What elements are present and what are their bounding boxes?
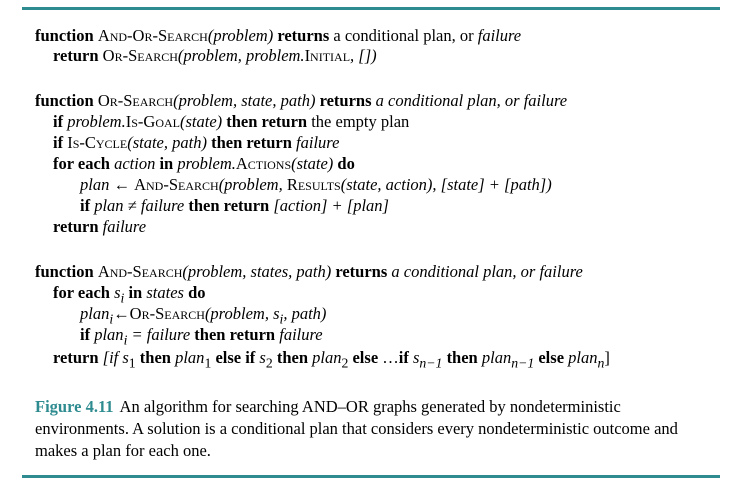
or-cycle-test bbox=[53, 133, 339, 153]
keyword-return: return bbox=[53, 217, 99, 236]
assign-arrow: ← bbox=[113, 304, 130, 323]
keyword-do: do bbox=[188, 283, 206, 302]
keyword-do: do bbox=[337, 154, 355, 173]
plan-var: plan bbox=[94, 325, 124, 344]
keyword-then: then bbox=[276, 348, 309, 367]
function-args: (problem, state, path) bbox=[173, 91, 316, 110]
keyword-then-return: then return bbox=[194, 325, 276, 344]
results-method: Results bbox=[286, 175, 341, 194]
goal-args: (state) bbox=[179, 112, 223, 131]
and-return-plan bbox=[53, 348, 610, 373]
keyword-return: return bbox=[53, 46, 99, 65]
cycle-method: Is-Cycle bbox=[67, 133, 128, 152]
state-var: s bbox=[259, 348, 266, 367]
keyword-if: if bbox=[53, 133, 64, 152]
keyword-if: if bbox=[53, 112, 64, 131]
keyword-function: function bbox=[35, 262, 94, 281]
call-args: (problem, s bbox=[204, 304, 280, 323]
keyword-function: function bbox=[35, 91, 94, 110]
call-args-end: , path) bbox=[283, 304, 327, 323]
keyword-returns: returns bbox=[319, 91, 372, 110]
keyword-if: if bbox=[398, 348, 409, 367]
function-args: (problem, states, path) bbox=[182, 262, 332, 281]
keyword-function: function bbox=[35, 26, 94, 45]
subscript-i: i bbox=[123, 332, 128, 348]
call-args-end: , []) bbox=[350, 46, 377, 65]
plan-var: plan bbox=[80, 304, 110, 323]
failure-text: failure bbox=[279, 325, 323, 344]
state-var: s bbox=[412, 348, 420, 367]
or-plan-check bbox=[80, 196, 389, 216]
keyword-then-return: then return bbox=[226, 112, 308, 131]
and-or-search-body bbox=[53, 46, 377, 66]
keyword-then: then bbox=[139, 348, 171, 367]
function-name: And-Or-Search bbox=[97, 26, 208, 45]
subscript-n-1: n−1 bbox=[419, 355, 443, 371]
ellipsis: … bbox=[382, 348, 399, 367]
and-plan-check bbox=[80, 325, 323, 350]
states-var: states bbox=[146, 283, 184, 302]
or-plan-assign bbox=[80, 175, 552, 195]
initial-field: Initial bbox=[304, 46, 351, 65]
failure-text: failure bbox=[296, 133, 340, 152]
keyword-else-if: else if bbox=[215, 348, 256, 367]
keyword-else: else bbox=[352, 348, 379, 367]
or-for-each bbox=[53, 154, 355, 174]
goal-object: problem. bbox=[67, 112, 126, 131]
subscript-i: i bbox=[279, 311, 284, 327]
keyword-if: if bbox=[80, 196, 91, 215]
plan-var: plan bbox=[175, 348, 205, 367]
failure-condition: = failure bbox=[131, 325, 191, 344]
plan-condition: plan ≠ failure bbox=[94, 196, 185, 215]
call-args-end: (state, action), [state] + [path]) bbox=[340, 175, 552, 194]
return-type: a conditional plan, or bbox=[375, 91, 520, 110]
bottom-rule bbox=[22, 475, 720, 478]
problem-object: problem. bbox=[177, 154, 236, 173]
call-name: Or-Search bbox=[129, 304, 205, 323]
and-search-signature bbox=[35, 262, 583, 282]
subscript-n: n bbox=[597, 355, 605, 371]
keyword-then-return: then return bbox=[188, 196, 270, 215]
state-var: s bbox=[114, 283, 121, 302]
call-name: And-Search bbox=[134, 175, 219, 194]
keyword-in: in bbox=[128, 283, 143, 302]
subscript-1: 1 bbox=[128, 355, 136, 371]
figure-label: Figure 4.11 bbox=[35, 397, 114, 416]
subscript-2: 2 bbox=[265, 355, 273, 371]
function-name: Or-Search bbox=[97, 91, 174, 110]
failure-text: failure bbox=[539, 262, 583, 281]
function-name: And-Search bbox=[97, 262, 183, 281]
return-open: [if s bbox=[102, 348, 129, 367]
subscript-1: 1 bbox=[204, 355, 212, 371]
call-args: (problem, bbox=[218, 175, 283, 194]
return-close: ] bbox=[604, 348, 610, 367]
failure-text: failure bbox=[523, 91, 568, 110]
keyword-then: then bbox=[446, 348, 478, 367]
or-search-signature bbox=[35, 91, 567, 111]
failure-text: failure bbox=[102, 217, 147, 236]
keyword-else: else bbox=[538, 348, 565, 367]
keyword-for-each: for each bbox=[53, 154, 110, 173]
empty-plan-text: the empty plan bbox=[311, 112, 410, 131]
cycle-args: (state, path) bbox=[127, 133, 207, 152]
call-name: Or-Search bbox=[102, 46, 178, 65]
subscript-2: 2 bbox=[341, 355, 349, 371]
actions-method: Actions bbox=[235, 154, 292, 173]
subscript-i: i bbox=[109, 311, 114, 327]
keyword-then-return: then return bbox=[211, 133, 292, 152]
return-type: a conditional plan, or bbox=[333, 26, 474, 45]
plan-var: plan bbox=[568, 348, 598, 367]
failure-text: failure bbox=[477, 26, 522, 45]
keyword-returns: returns bbox=[335, 262, 388, 281]
return-expression: [action] + [plan] bbox=[273, 196, 389, 215]
return-type: a conditional plan, or bbox=[391, 262, 536, 281]
keyword-if: if bbox=[80, 325, 91, 344]
keyword-for-each: for each bbox=[53, 283, 110, 302]
subscript-i: i bbox=[120, 290, 125, 306]
goal-method: Is-Goal bbox=[125, 112, 180, 131]
plan-assign: plan ← bbox=[80, 175, 130, 194]
figure-caption bbox=[35, 396, 715, 462]
or-goal-test bbox=[53, 112, 409, 132]
keyword-returns: returns bbox=[277, 26, 330, 45]
and-or-search-signature bbox=[35, 26, 521, 46]
keyword-return: return bbox=[53, 348, 99, 367]
caption-text: An algorithm for searching AND–OR graphs generated by nondeterministic environments. A solution is a conditional plan that considers every nondeterministic outcome and makes a plan for each one. bbox=[35, 397, 678, 460]
keyword-in: in bbox=[159, 154, 174, 173]
or-return-failure bbox=[53, 217, 146, 237]
call-args: (problem, problem. bbox=[177, 46, 305, 65]
actions-args: (state) bbox=[291, 154, 334, 173]
plan-var: plan bbox=[312, 348, 342, 367]
subscript-n-1: n−1 bbox=[511, 355, 535, 371]
plan-var: plan bbox=[481, 348, 512, 367]
function-args: (problem) bbox=[207, 26, 274, 45]
action-var: action bbox=[114, 154, 156, 173]
top-rule bbox=[22, 7, 720, 10]
